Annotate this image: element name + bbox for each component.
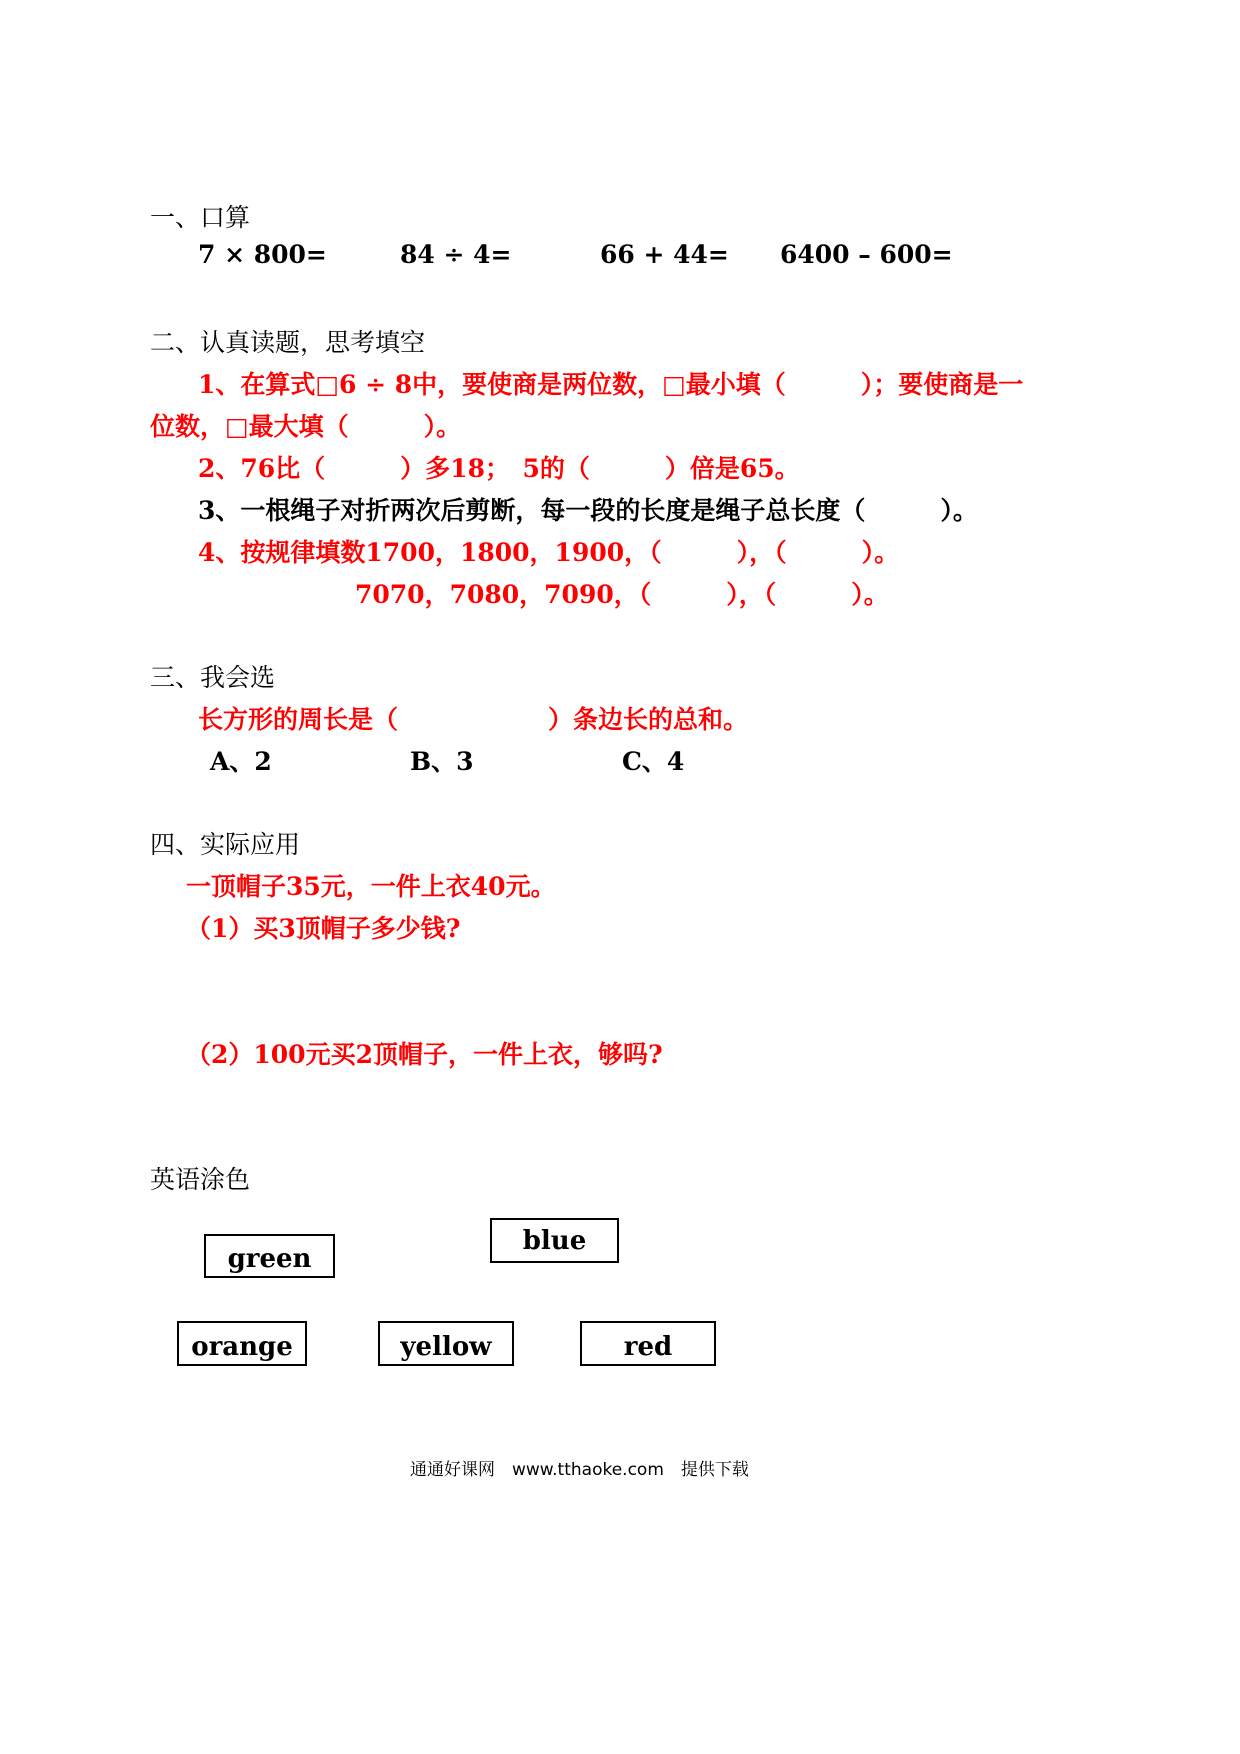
color-word-yellow: yellow xyxy=(378,1321,514,1366)
calc-item-1: 7 × 800= xyxy=(198,240,327,269)
choice-option-a: A、2 xyxy=(210,747,272,776)
choice-question: 长方形的周长是（ ）条边长的总和。 xyxy=(198,705,749,734)
section-1-heading: 一、口算 xyxy=(150,203,251,232)
application-intro: 一顶帽子35元，一件上衣40元。 xyxy=(186,872,556,901)
section-4-heading: 四、实际应用 xyxy=(150,830,301,859)
calc-item-2: 84 ÷ 4= xyxy=(400,240,512,269)
section-3-heading: 三、我会选 xyxy=(150,663,276,692)
fill-question-4-line-1: 4、按规律填数1700，1800，1900，（ ），（ ）。 xyxy=(198,538,900,567)
application-problem-2: （2）100元买2顶帽子，一件上衣，够吗? xyxy=(186,1040,663,1069)
fill-question-1-line-2: 位数，□最大填（ ）。 xyxy=(150,412,462,441)
section-5-heading: 英语涂色 xyxy=(150,1165,251,1194)
fill-question-4-line-2: 7070，7080，7090，（ ），（ ）。 xyxy=(355,580,889,609)
calc-item-3: 66 + 44= xyxy=(600,240,729,269)
choice-option-b: B、3 xyxy=(410,747,474,776)
color-word-blue: blue xyxy=(490,1218,619,1263)
color-word-green: green xyxy=(204,1234,335,1278)
color-word-red: red xyxy=(580,1321,716,1366)
fill-question-1-line-1: 1、在算式□6 ÷ 8中，要使商是两位数，□最小填（ ）；要使商是一 xyxy=(198,370,1024,399)
page-footer: 通通好课网 www.tthaoke.com 提供下载 xyxy=(410,1460,749,1480)
choice-option-c: C、4 xyxy=(622,747,685,776)
color-word-orange: orange xyxy=(177,1321,307,1366)
section-2-heading: 二、认真读题，思考填空 xyxy=(150,328,426,357)
application-problem-1: （1）买3顶帽子多少钱? xyxy=(186,914,461,943)
calc-item-4: 6400 – 600= xyxy=(780,240,953,269)
fill-question-2: 2、76比（ ）多18； 5的（ ）倍是65。 xyxy=(198,454,800,483)
fill-question-3: 3、一根绳子对折两次后剪断，每一段的长度是绳子总长度（ ）。 xyxy=(198,496,978,525)
